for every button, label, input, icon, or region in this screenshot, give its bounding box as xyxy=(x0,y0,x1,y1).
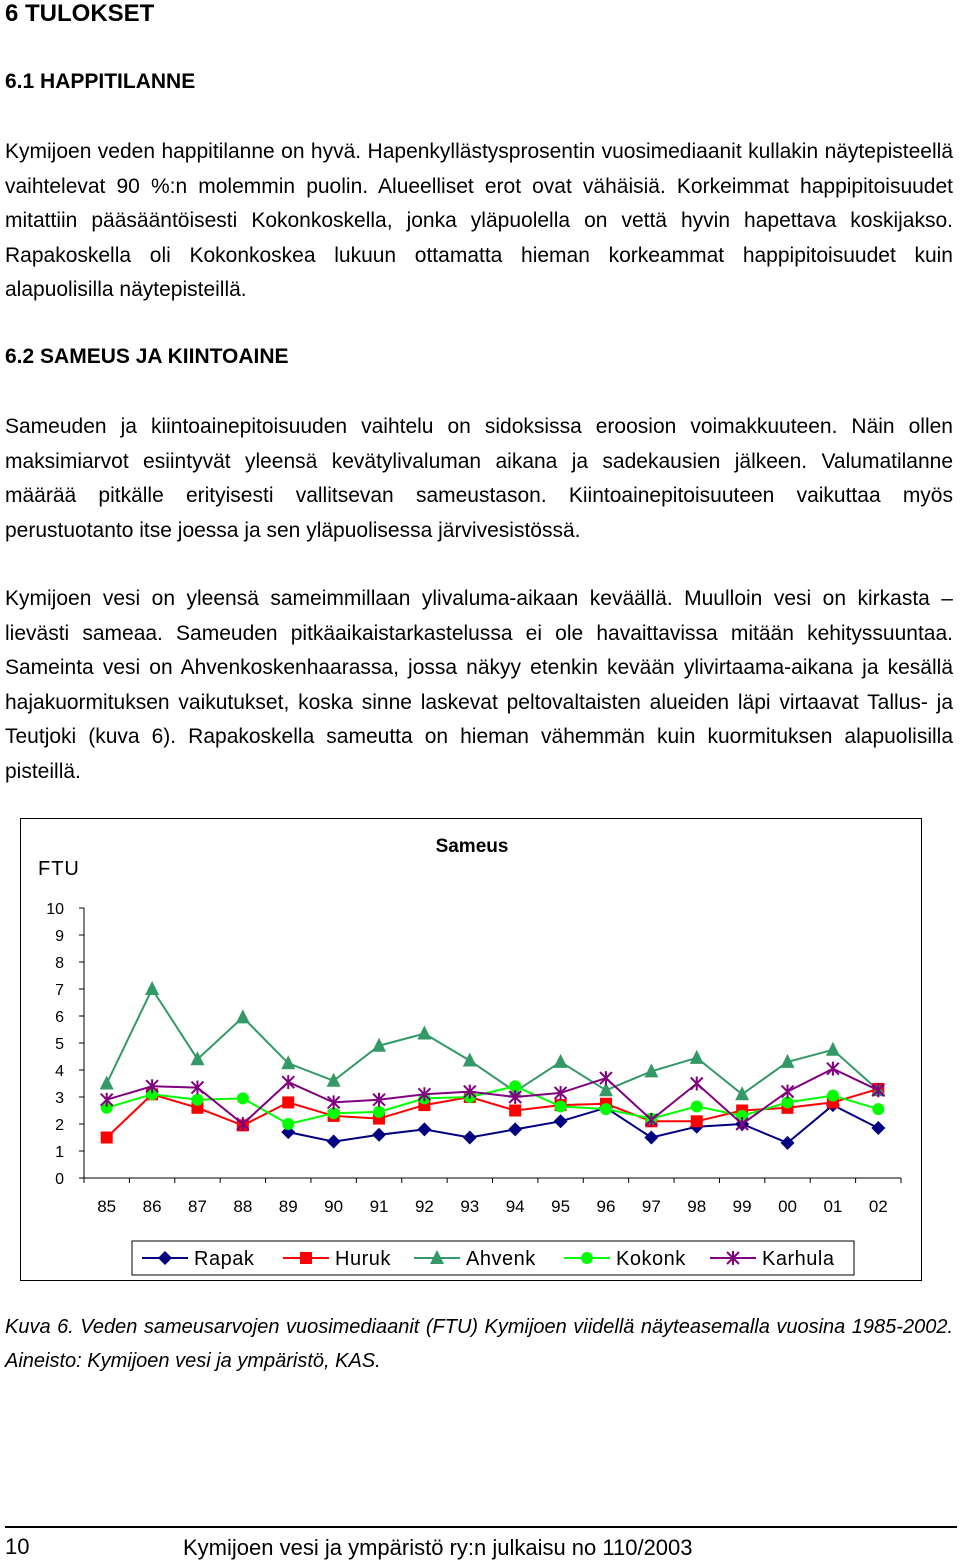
y-tick-label: 2 xyxy=(55,1117,64,1134)
data-point-ahvenk xyxy=(826,1042,840,1056)
data-point-karhula xyxy=(827,1062,839,1076)
x-tick-label: 91 xyxy=(369,1197,389,1216)
data-point-huruk xyxy=(282,1096,294,1108)
data-point-huruk xyxy=(101,1132,113,1144)
data-point-huruk xyxy=(691,1115,703,1127)
figure-caption: Kuva 6. Veden sameusarvojen vuosimediaanit (FTU) Kymijoen viidellä näyteasemalla vuosina 1985-2002. Aineisto: Kymijoen vesi ja ympäristö, KAS. xyxy=(5,1316,953,1372)
x-tick-label: 95 xyxy=(551,1197,571,1216)
footer-rule xyxy=(5,1526,957,1528)
data-point-rapak xyxy=(871,1121,885,1135)
x-tick-label: 00 xyxy=(778,1197,797,1216)
y-axis-label: FTU xyxy=(38,858,80,880)
chart-canvas xyxy=(21,819,923,1282)
data-point-ahvenk xyxy=(690,1050,704,1064)
x-tick-label: 97 xyxy=(641,1197,661,1216)
x-tick-label: 01 xyxy=(823,1197,843,1216)
data-point-rapak xyxy=(554,1114,568,1128)
data-point-ahvenk xyxy=(417,1026,431,1040)
data-point-kokonk xyxy=(555,1100,567,1112)
data-point-ahvenk xyxy=(100,1076,114,1090)
data-point-karhula xyxy=(101,1093,113,1107)
data-point-karhula xyxy=(600,1071,612,1085)
y-tick-label: 10 xyxy=(46,901,64,918)
data-point-huruk xyxy=(509,1105,521,1117)
data-point-kokonk xyxy=(827,1090,839,1102)
x-tick-label: 98 xyxy=(687,1197,707,1216)
data-point-kokonk xyxy=(282,1118,294,1130)
data-point-ahvenk xyxy=(236,1009,250,1023)
y-tick-label: 3 xyxy=(55,1090,64,1107)
x-tick-label: 85 xyxy=(97,1197,117,1216)
legend-label-kokonk: Kokonk xyxy=(616,1248,686,1270)
y-tick-label: 4 xyxy=(55,1063,64,1080)
data-point-ahvenk xyxy=(145,981,159,995)
data-point-rapak xyxy=(644,1131,658,1145)
data-point-rapak xyxy=(327,1135,341,1149)
legend-label-ahvenk: Ahvenk xyxy=(466,1248,536,1270)
x-tick-label: 88 xyxy=(233,1197,253,1216)
y-tick-label: 1 xyxy=(55,1144,64,1161)
legend-marker-huruk xyxy=(300,1252,312,1264)
x-tick-label: 89 xyxy=(278,1197,298,1216)
data-point-kokonk xyxy=(237,1092,249,1104)
footer-publication: Kymijoen vesi ja ympäristö ry:n julkaisu no 110/2003 xyxy=(183,1535,693,1560)
x-tick-label: 93 xyxy=(460,1197,480,1216)
data-point-kokonk xyxy=(691,1100,703,1112)
chart-title: Sameus xyxy=(435,836,509,857)
data-point-ahvenk xyxy=(554,1054,568,1068)
data-point-karhula xyxy=(282,1075,294,1089)
x-tick-label: 87 xyxy=(188,1197,207,1216)
series-line-huruk xyxy=(107,1089,879,1138)
x-tick-label: 92 xyxy=(414,1197,434,1216)
data-point-kokonk xyxy=(191,1094,203,1106)
turbidity-chart xyxy=(20,818,922,1281)
oxygen-paragraph: Kymijoen veden happitilanne on hyvä. Hapenkyllästysprosentin vuosimediaanit kullakin näytepisteellä vaihtelevat 90 %:n molemmin puolin. Alueelliset erot ovat vähäisiä. Korkeimmat happipitoisuudet mitattiin pääsääntöisesti Kokonkoskella, jonka yläpuolella on vettä hyvin hapettava koskijakso. Rapakoskella oli Kokonkoskea lukuun ottamatta hieman korkeammat happipitoisuudet kuin alapuolisilla näytepisteillä. xyxy=(5,140,953,301)
subsection-title-oxygen: 6.1 HAPPITILANNE xyxy=(5,70,196,93)
data-point-kokonk xyxy=(872,1103,884,1115)
data-point-rapak xyxy=(463,1131,477,1145)
turbidity-paragraph-1: Sameuden ja kiintoainepitoisuuden vaihtelu on sidoksissa eroosion voimakkuuteen. Näin ollen maksimiarvot esiintyvät yleensä kevätylivaluman aikana ja sadekausien jälkeen. Valumatilanne määrää pitkälle erityisesti vallitsevan sameustason. Kiintoainepitoisuuteen vaikuttaa myös perustuotanto itse joessa ja sen yläpuolisessa järvivesistössä. xyxy=(5,415,953,542)
legend-label-rapak: Rapak xyxy=(194,1248,255,1270)
turbidity-paragraph-2: Kymijoen vesi on yleensä sameimmillaan ylivaluma-aikaan keväällä. Muulloin vesi on kirkasta – lievästi sameaa. Sameuden pitkäaikaistarkastelussa ei ole havaittavissa mitään kehityssuuntaa. Sameinta vesi on Ahvenkoskenhaarassa, jossa näkyy etenkin kevään ylivirtaama-aikana ja kesällä hajakuormituksen vaikutukset, koska sinne laskevat peltovaltaisten alueiden läpi virtaavat Tallus- ja Teutjoki (kuva 6). Rapakoskella sameutta on hieman vähemmän kuin kuormituksen alapuolisilla pisteillä. xyxy=(5,587,953,783)
legend-marker-kokonk xyxy=(581,1252,593,1264)
x-tick-label: 99 xyxy=(732,1197,752,1216)
y-tick-label: 6 xyxy=(55,1009,64,1026)
subsection-title-turbidity: 6.2 SAMEUS JA KIINTOAINE xyxy=(5,345,289,368)
y-tick-label: 5 xyxy=(55,1036,64,1053)
x-tick-label: 90 xyxy=(324,1197,344,1216)
x-tick-label: 96 xyxy=(596,1197,616,1216)
data-point-rapak xyxy=(417,1122,431,1136)
y-tick-label: 7 xyxy=(55,982,64,999)
y-tick-label: 9 xyxy=(55,928,64,945)
legend-label-karhula: Karhula xyxy=(762,1248,835,1270)
data-point-rapak xyxy=(508,1122,522,1136)
series-line-ahvenk xyxy=(107,989,879,1094)
data-point-rapak xyxy=(372,1128,386,1142)
data-point-karhula xyxy=(691,1077,703,1091)
legend-label-huruk: Huruk xyxy=(335,1248,391,1270)
section-title: 6 TULOKSET xyxy=(5,0,155,27)
y-tick-label: 8 xyxy=(55,955,64,972)
data-point-ahvenk xyxy=(463,1053,477,1067)
data-point-kokonk xyxy=(600,1103,612,1115)
data-point-kokonk xyxy=(373,1106,385,1118)
data-point-ahvenk xyxy=(735,1086,749,1100)
x-tick-label: 86 xyxy=(142,1197,162,1216)
data-point-karhula xyxy=(782,1085,794,1099)
x-tick-label: 94 xyxy=(505,1197,525,1216)
page-number: 10 xyxy=(5,1534,30,1559)
y-tick-label: 0 xyxy=(55,1171,64,1188)
x-tick-label: 02 xyxy=(868,1197,888,1216)
